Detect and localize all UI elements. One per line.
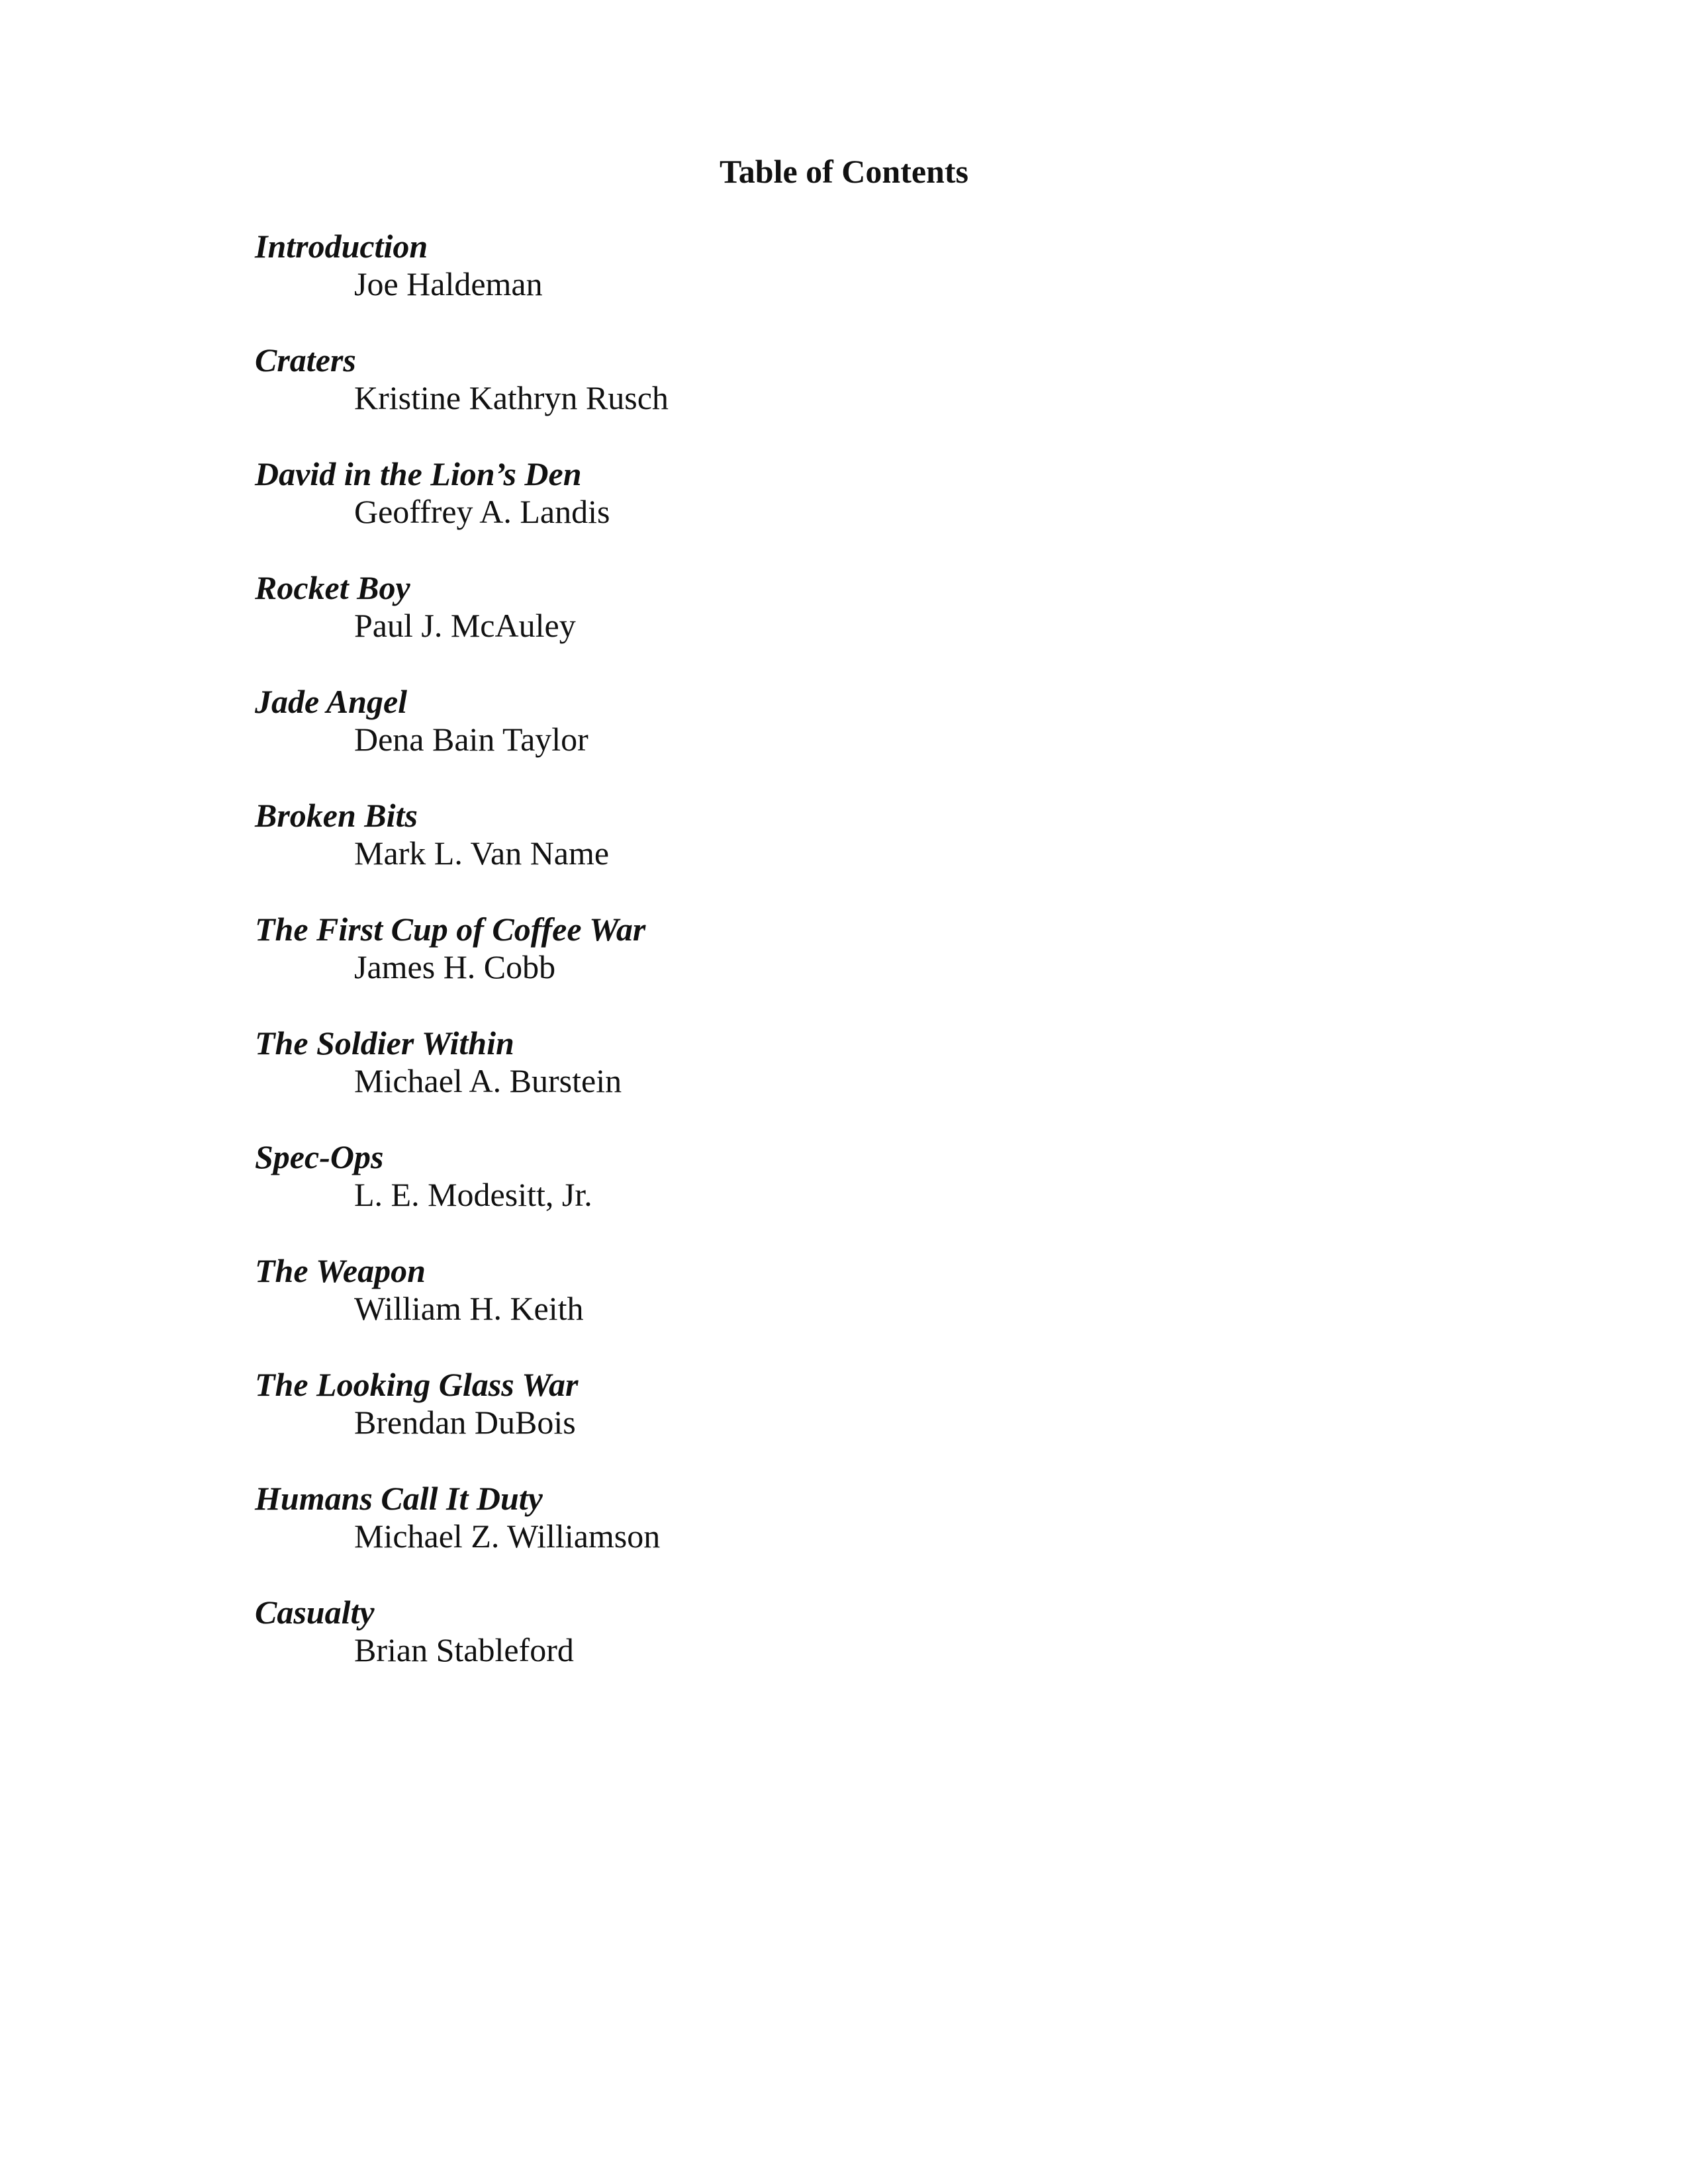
toc-entry <box>255 683 1446 797</box>
story-author: James H. Cobb <box>354 948 556 985</box>
story-author: Michael Z. Williamson <box>354 1518 661 1555</box>
toc-entry <box>255 341 1446 455</box>
story-author: William H. Keith <box>354 1290 584 1327</box>
story-title: Introduction <box>255 228 428 265</box>
toc-entry <box>255 797 1446 911</box>
story-author: Kristine Kathryn Rusch <box>354 379 669 416</box>
story-author: L. E. Modesitt, Jr. <box>354 1176 592 1213</box>
toc-entry <box>255 1138 1446 1252</box>
toc-entry <box>255 911 1446 1024</box>
toc-entry <box>255 569 1446 683</box>
story-title: Broken Bits <box>255 797 418 834</box>
story-author: Geoffrey A. Landis <box>354 493 610 530</box>
story-author: Brendan DuBois <box>354 1404 576 1441</box>
toc-list <box>255 228 1446 1707</box>
story-title: David in the Lion’s Den <box>255 455 582 492</box>
toc-entry <box>255 1480 1446 1594</box>
toc-entry <box>255 1024 1446 1138</box>
story-title: Craters <box>255 341 356 379</box>
toc-entry <box>255 1594 1446 1707</box>
toc-entry <box>255 455 1446 569</box>
story-title: Casualty <box>255 1594 375 1631</box>
story-author: Paul J. McAuley <box>354 607 576 644</box>
story-title: Humans Call It Duty <box>255 1480 543 1517</box>
story-title: The Weapon <box>255 1252 426 1289</box>
story-title: The Soldier Within <box>255 1024 514 1062</box>
story-title: The First Cup of Coffee War <box>255 911 646 948</box>
story-title: Jade Angel <box>255 683 408 720</box>
story-title: Rocket Boy <box>255 569 410 606</box>
toc-entry <box>255 1252 1446 1366</box>
story-author: Dena Bain Taylor <box>354 721 588 758</box>
story-author: Mark L. Van Name <box>354 835 610 872</box>
story-title: The Looking Glass War <box>255 1366 579 1403</box>
story-author: Joe Haldeman <box>354 265 543 302</box>
toc-entry <box>255 228 1446 341</box>
story-author: Michael A. Burstein <box>354 1062 622 1099</box>
toc-entry <box>255 1366 1446 1480</box>
page-title: Table of Contents <box>720 153 968 190</box>
story-author: Brian Stableford <box>354 1631 574 1668</box>
story-title: Spec-Ops <box>255 1138 384 1175</box>
